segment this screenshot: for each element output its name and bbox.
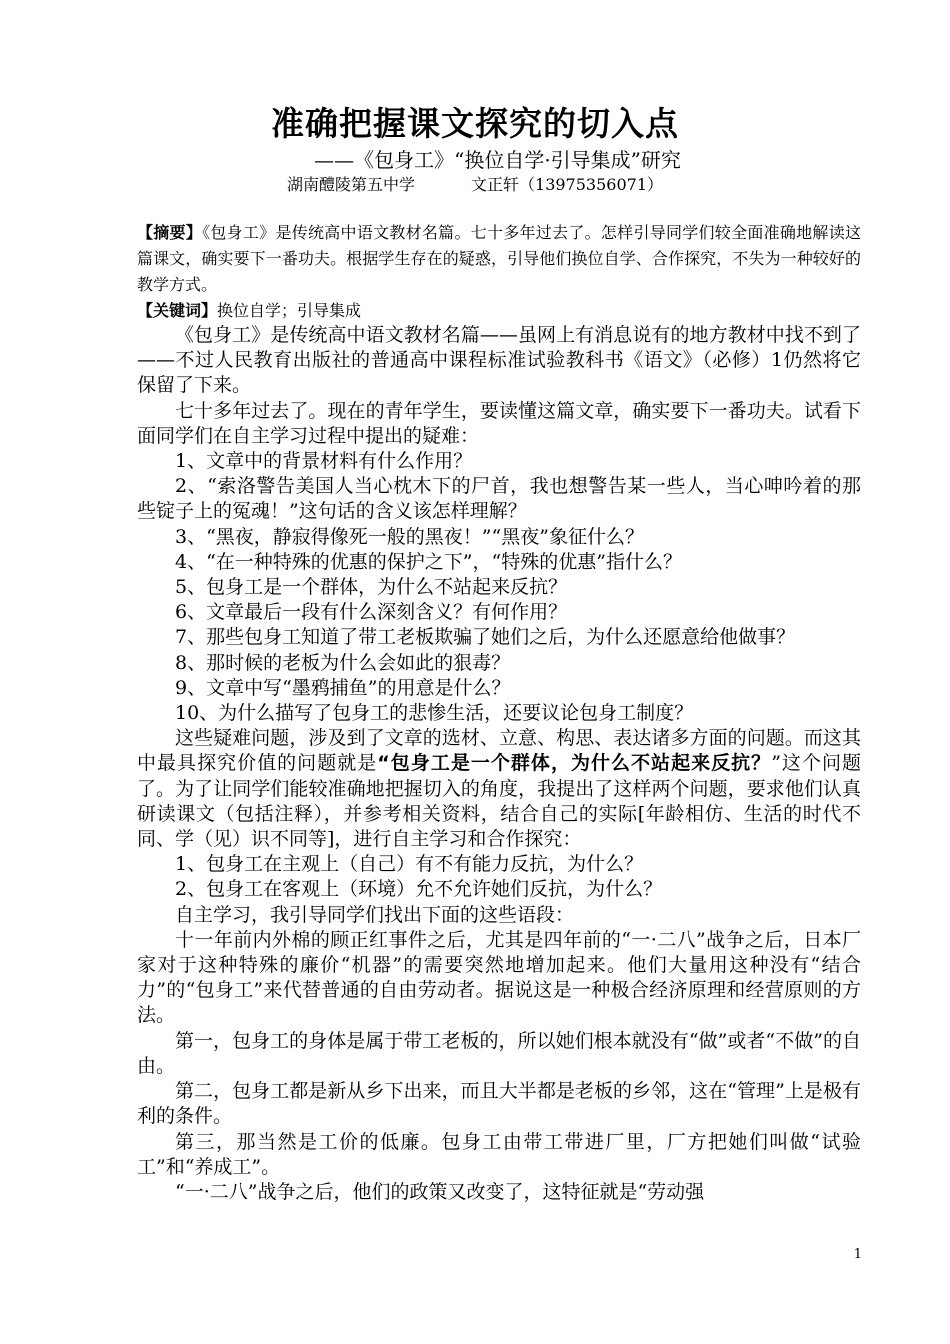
question-item: 3、“黑夜，静寂得像死一般的黑夜！”“黑夜”象征什么？ <box>175 525 644 548</box>
quoted-paragraph: 十一年前内外棉的顾正红事件之后，尤其是四年前的“一·二八”战争之后，日本厂家对于这种特殊的廉价“机器”的需要突然地增加起来。他们大量用这种没有“结合力”的“包身工”来代替普通的自由劳动者。据说这是一种极合经济原理和经营原则的方法。 <box>137 928 861 1027</box>
body-paragraph: 《包身工》是传统高中语文教材名篇——虽网上有消息说有的地方教材中找不到了——不过人民教育出版社的普通高中课程标准试验教科书《语文》（必修）1仍然将它保留了下来。 <box>137 324 861 397</box>
abstract-text: 《包身工》是传统高中语文教材名篇。七十多年过去了。怎样引导同学们较全面准确地解读这篇课文，确实要下一番功夫。根据学生存在的疑惑，引导他们换位自学、合作探究，不失为一种较好的教学方式。 <box>137 223 861 294</box>
abstract-paragraph <box>137 220 861 298</box>
body-paragraph: 七十多年过去了。现在的青年学生，要读懂这篇文章，确实要下一番功夫。试看下面同学们在自主学习过程中提出的疑难： <box>137 399 861 447</box>
author-school: 湖南醴陵第五中学 <box>287 175 416 194</box>
question-item: 7、那些包身工知道了带工老板欺骗了她们之后，为什么还愿意给他做事？ <box>175 626 796 649</box>
quoted-paragraph: 第三，那当然是工价的低廉。包身工由带工带进厂里，厂方把她们叫做“试验工”和“养成工”。 <box>137 1130 861 1178</box>
author-name: 文正轩（13975356071） <box>471 175 663 194</box>
body-text: ”这个问题了。为了让同学们能较准确地把握切入的角度，我提出了这样两个问题，要求他们认真研读课文（包括注释），并参考相关资料，结合自己的实际[年龄相仿、生活的时代不同、学（见）识不同等]，进行自主学习和合作探究： <box>137 752 861 851</box>
question-item: 10、为什么描写了包身工的悲惨生活，还要议论包身工制度？ <box>175 702 694 725</box>
body-paragraph <box>137 726 861 852</box>
keywords-paragraph <box>137 298 861 324</box>
quoted-paragraph: 第二，包身工都是新从乡下出来，而且大半都是老板的乡邻，这在“管理”上是极有利的条件。 <box>137 1080 861 1128</box>
page-subtitle: ——《包身工》“换位自学·引导集成”研究 <box>314 148 681 172</box>
quoted-paragraph: 第一，包身工的身体是属于带工老板的，所以她们根本就没有“做”或者“不做”的自由。 <box>137 1029 861 1077</box>
question-item: 9、文章中写“墨鸦捕鱼”的用意是什么？ <box>175 676 511 699</box>
question-item: 2、“索洛警告美国人当心枕木下的尸首，我也想警告某一些人，当心呻吟着的那些锭子上的冤魂！”这句话的含义该怎样理解？ <box>137 475 861 523</box>
task-item: 2、包身工在客观上（环境）允不允许她们反抗，为什么？ <box>175 878 663 901</box>
question-item: 1、文章中的背景材料有什么作用？ <box>175 450 473 473</box>
question-item: 4、“在一种特殊的优惠的保护之下”，“特殊的优惠”指什么？ <box>175 550 682 573</box>
question-item: 6、文章最后一段有什么深刻含义？有何作用？ <box>175 601 568 624</box>
keywords-label: 【关键词】 <box>137 301 218 320</box>
author-line <box>0 174 950 196</box>
key-question-bold: “包身工是一个群体，为什么不站起来反抗？ <box>377 752 772 775</box>
abstract-label: 【摘要】 <box>137 223 203 242</box>
question-item: 5、包身工是一个群体，为什么不站起来反抗？ <box>175 576 568 599</box>
page-title: 准确把握课文探究的切入点 <box>271 104 679 143</box>
body-text: 这些疑难问题，涉及到了文章的选材、立意、构思、表达诸多方面的问题。而这其中最具探究价值的问题就是 <box>137 727 861 775</box>
question-item: 8、那时候的老板为什么会如此的狠毒？ <box>175 651 511 674</box>
page-number: 1 <box>853 1247 862 1262</box>
article-body <box>137 323 861 1205</box>
abstract-section <box>137 220 861 324</box>
keywords-text: 换位自学；引导集成 <box>217 301 362 320</box>
body-paragraph: 自主学习，我引导同学们找出下面的这些语段： <box>175 903 575 926</box>
task-item: 1、包身工在主观上（自己）有不有能力反抗，为什么？ <box>175 853 644 876</box>
quoted-paragraph: “一·二八”战争之后，他们的政策又改变了，这特征就是“劳动强 <box>175 1180 705 1203</box>
